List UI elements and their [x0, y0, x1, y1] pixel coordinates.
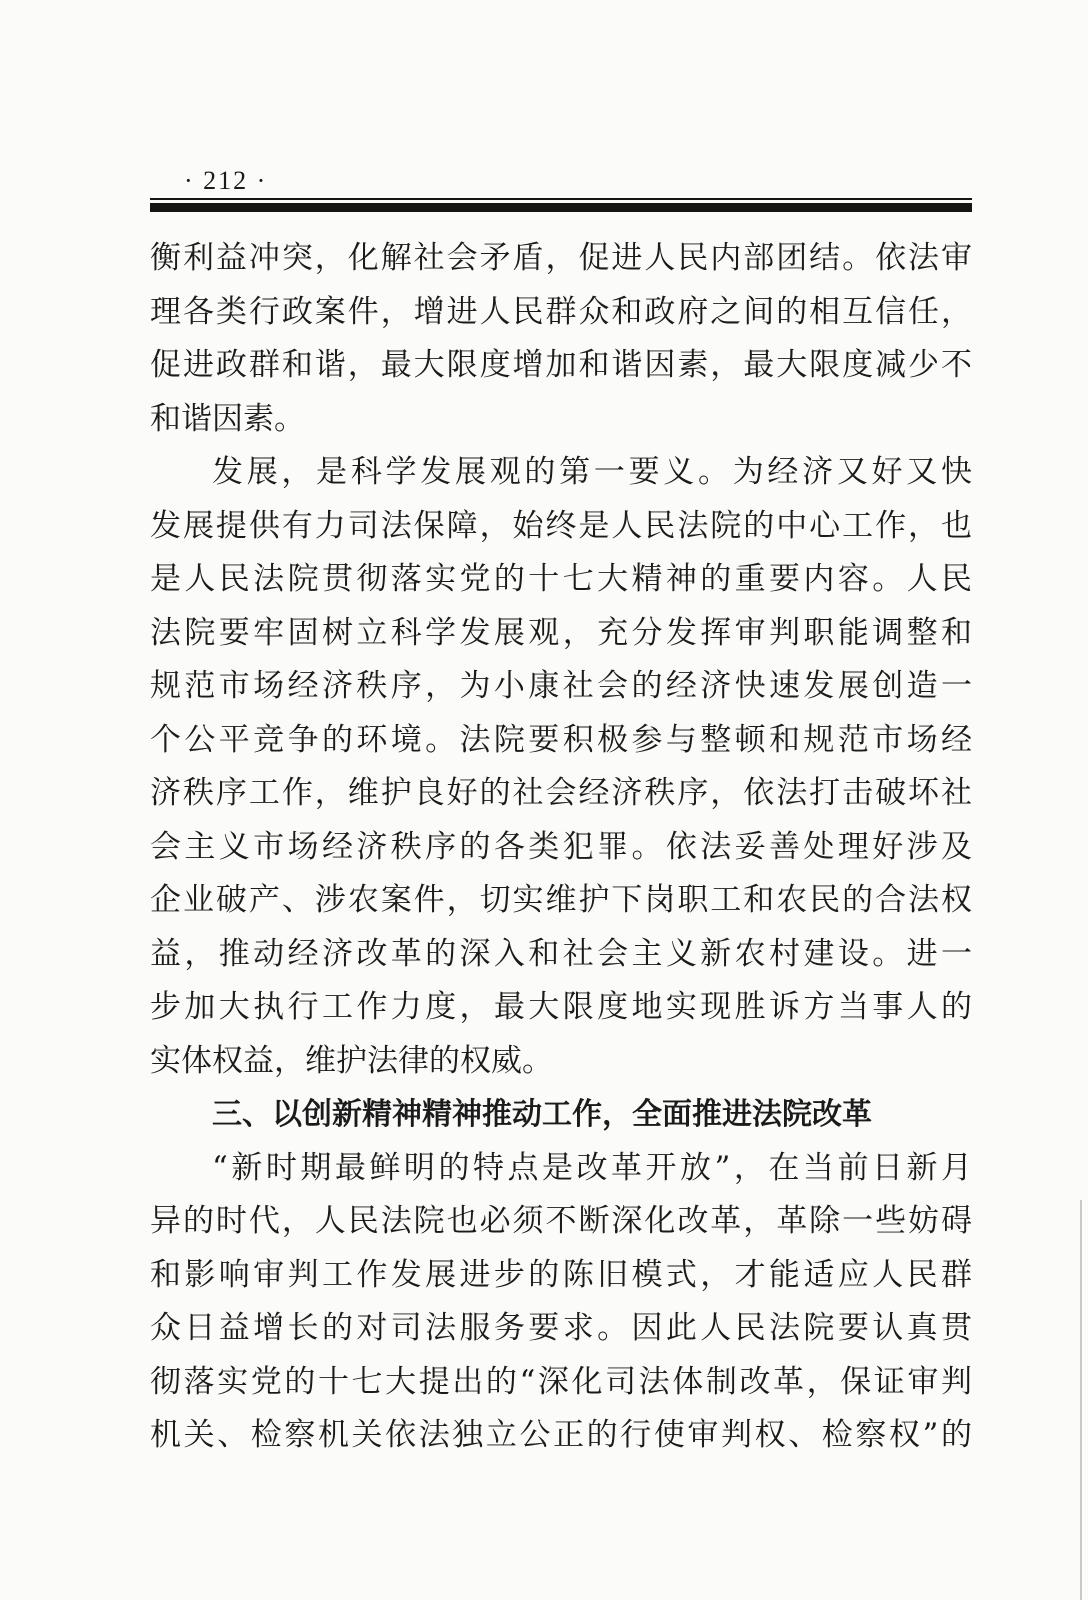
text-line: 规范市场经济秩序，为小康社会的经济快速发展创造一 [150, 668, 972, 704]
text-line: 实体权益，维护法律的权威。 [150, 1042, 553, 1079]
text-line: 个公平竞争的环境。法院要积极参与整顿和规范市场经 [150, 721, 972, 758]
header-rule-thin [150, 198, 972, 200]
scan-edge-shadow [1080, 1200, 1082, 1600]
text-line: 促进政群和谐，最大限度增加和谐因素，最大限度减少不 [150, 347, 972, 383]
text-line: 众日益增长的对司法服务要求。因此人民法院要认真贯 [150, 1310, 972, 1346]
text-line: 衡利益冲突，化解社会矛盾，促进人民内部团结。依法审 [150, 240, 972, 276]
text-line: 是人民法院贯彻落实党的十七大精神的重要内容。人民 [150, 561, 972, 597]
text-line: “新时期最鲜明的特点是改革开放”，在当前日新月 [212, 1149, 972, 1186]
text-line: 会主义市场经济秩序的各类犯罪。依法妥善处理好涉及 [150, 828, 972, 865]
text-line: 机关、检察机关依法独立公正的行使审判权、检察权”的 [150, 1417, 972, 1453]
paragraph-block-1 [150, 232, 972, 1088]
body-text [150, 232, 972, 1463]
text-line: 济秩序工作，维护良好的社会经济秩序，依法打击破坏社 [150, 775, 972, 811]
text-line: 和影响审判工作发展进步的陈旧模式，才能适应人民群 [150, 1256, 972, 1293]
page-number: · 212 · [184, 166, 268, 195]
text-line: 彻落实党的十七大提出的“深化司法体制改革，保证审判 [150, 1363, 972, 1400]
header-rule-thick [150, 203, 972, 212]
text-line: 益，推动经济改革的深入和社会主义新农村建设。进一 [150, 935, 972, 972]
paragraph-block-2 [150, 1142, 972, 1463]
text-line: 企业破产、涉农案件，切实维护下岗职工和农民的合法权 [150, 882, 972, 918]
text-line: 发展提供有力司法保障，始终是人民法院的中心工作，也 [150, 507, 972, 544]
text-line: 法院要牢固树立科学发展观，充分发挥审判职能调整和 [150, 614, 972, 651]
text-line: 异的时代，人民法院也必须不断深化改革，革除一些妨碍 [150, 1203, 972, 1239]
text-line: 理各类行政案件，增进人民群众和政府之间的相互信任， [150, 293, 972, 330]
text-line: 步加大执行工作力度，最大限度地实现胜诉方当事人的 [150, 989, 972, 1025]
text-line: 和谐因素。 [150, 400, 305, 437]
section-heading: 三、以创新精神精神推动工作，全面推进法院改革 [212, 1097, 872, 1132]
text-line: 发展，是科学发展观的第一要义。为经济又好又快 [212, 454, 972, 490]
